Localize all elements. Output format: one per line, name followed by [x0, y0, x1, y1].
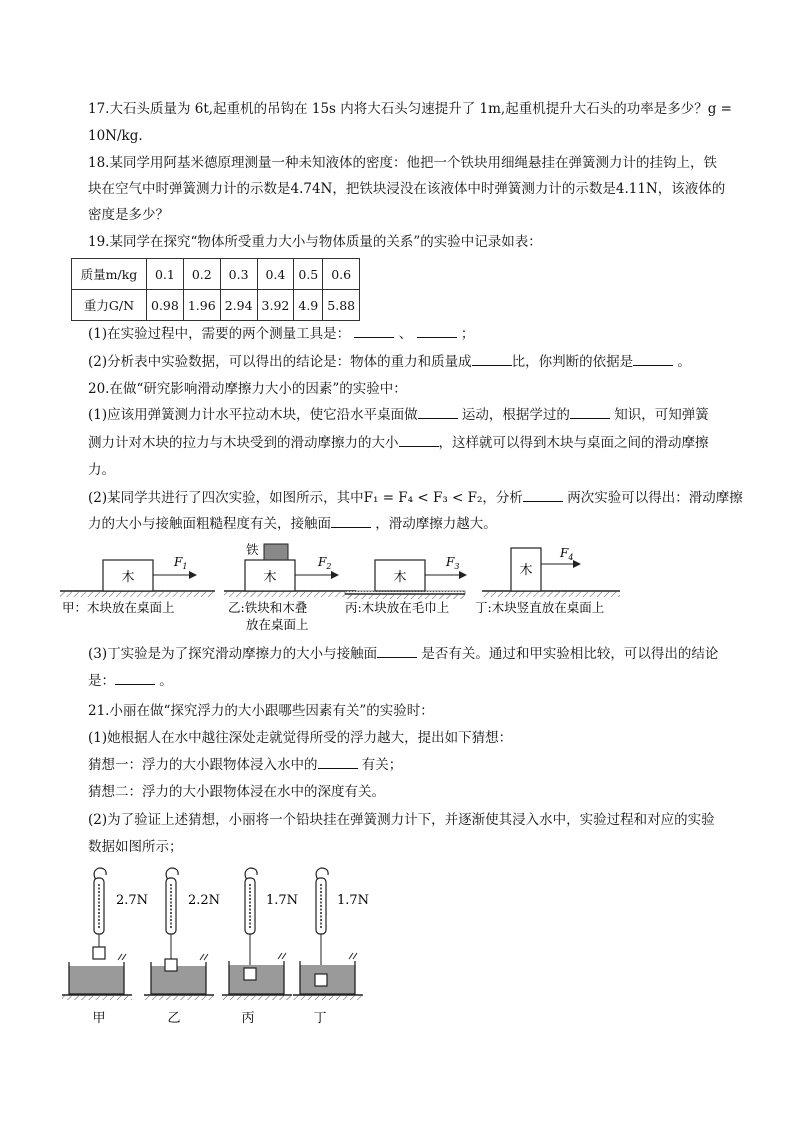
- q20-part-1-line-2: [88, 434, 709, 452]
- answer-blank[interactable]: [570, 406, 610, 419]
- q18-line-3: 密度是多少？: [88, 207, 169, 223]
- table-cell: 4.9: [294, 290, 323, 321]
- scale-reading: 1.7N: [337, 893, 370, 908]
- punctuation: 。: [677, 354, 691, 370]
- q20-p2-text: (2)某同学共进行了四次实验，如图所示，其中F₁ = F₄ < F₃ < F₂，分析: [88, 490, 523, 506]
- setup-ding: [475, 546, 620, 615]
- tabletop-hatch: [345, 594, 465, 599]
- table-cell: 0.3: [220, 259, 257, 290]
- punctuation: 。: [159, 673, 173, 689]
- q20-part-2-line-1: [88, 489, 743, 507]
- buoyancy-experiment-figure: [0, 862, 794, 1037]
- mass-weight-table: [71, 258, 360, 321]
- setup-jia: [60, 555, 215, 615]
- q21-guess-1-text-b: 有关；: [361, 757, 403, 773]
- separator: 、: [398, 326, 413, 342]
- q21-part-2-line-1: (2)为了验证上述猜想，小丽将一个铅块挂在弹簧测力计下，并逐渐使其浸入水中，实验过程和对应的实验: [88, 812, 715, 828]
- q19-stem: 19.某同学在探究“物体所受重力大小与物体质量的关系”的实验中记录如表：: [88, 234, 542, 250]
- q21-stem: 21.小丽在做“探究浮力的大小跟哪些因素有关”的实验时：: [88, 703, 434, 719]
- q20-p2-text-c: 力的大小与接触面粗糙程度有关，接触面: [88, 516, 331, 532]
- answer-blank[interactable]: [633, 353, 673, 366]
- q20-p3-text: (3)丁实验是为了探究滑动摩擦力的大小与接触面: [88, 646, 378, 662]
- caption-yi-2: 放在桌面上: [246, 617, 309, 632]
- table-cell: 0.5: [294, 259, 323, 290]
- caption-yi-1: 乙:铁块和木叠: [228, 600, 308, 615]
- force-label: [317, 555, 331, 571]
- q20-p3-text-c: 是：: [88, 673, 115, 689]
- force-label: [559, 546, 573, 562]
- q20-p1-text-d: 测力计对木块的拉力与木块受到的滑动摩擦力的大小: [88, 435, 399, 451]
- q20-part-2-line-2: [88, 515, 497, 533]
- water: [151, 966, 206, 994]
- lead-block: [315, 974, 327, 986]
- lead-block: [165, 959, 177, 971]
- punctuation: ；: [460, 326, 475, 342]
- table-row: [72, 290, 360, 321]
- block-label: 木: [121, 570, 135, 585]
- table-cell: 0.1: [147, 259, 184, 290]
- q21-part-2-line-2: 数据如图所示；: [88, 839, 183, 855]
- force-symbol: F: [560, 546, 569, 560]
- q20-p1-text: (1)应该用弹簧测力计水平拉动木块，使它沿水平桌面做: [88, 407, 418, 423]
- answer-blank[interactable]: [354, 325, 394, 338]
- q17-line-2: 10N/kg.: [88, 128, 143, 144]
- lead-block: [93, 947, 105, 959]
- setup-bing: [222, 868, 298, 1026]
- answer-blank[interactable]: [417, 325, 457, 338]
- table-cell: 2.94: [220, 290, 257, 321]
- table-cell: 0.4: [257, 259, 294, 290]
- tabletop-hatch: [293, 995, 363, 1000]
- q19-p1-text: (1)在实验过程中，需要的两个测量工具是：: [88, 326, 351, 342]
- iron-label: 铁: [246, 542, 259, 557]
- q19-part-2: [88, 353, 691, 371]
- table-cell: 3.92: [257, 290, 294, 321]
- block-label: 木: [519, 563, 533, 578]
- force-subscript: 1: [182, 562, 188, 571]
- force-symbol: F: [318, 555, 327, 569]
- table-cell: 5.88: [323, 290, 360, 321]
- scale-reading: 2.7N: [116, 893, 149, 908]
- caption-yi: 乙: [167, 1011, 181, 1026]
- setup-ding: [293, 868, 369, 1026]
- q21-part-1: (1)她根据人在水中越往深处走就觉得所受的浮力越大，提出如下猜想：: [88, 730, 513, 746]
- force-subscript: 3: [454, 562, 460, 571]
- q17-line-1: 17.大石头质量为 6t,起重机的吊钩在 15s 内将大石头匀速提升了 1m,起重机提升大石头的功率是多少？g =: [88, 101, 732, 117]
- tabletop-hatch: [222, 995, 292, 1000]
- q20-p2-text-b: 两次实验可以得出：滑动摩擦: [567, 490, 743, 506]
- q20-part-3-line-1: [88, 645, 718, 663]
- answer-blank[interactable]: [472, 353, 512, 366]
- row-header-weight: 重力G/N: [72, 290, 147, 321]
- force-subscript: 2: [326, 562, 332, 571]
- q19-p2-text: (2)分析表中实验数据，可以得出的结论是：物体的重力和质量成: [88, 354, 472, 370]
- caption-jia: 甲: [92, 1011, 106, 1026]
- force-label: [173, 555, 187, 571]
- q21-guess-1: [88, 756, 402, 774]
- answer-blank[interactable]: [331, 515, 371, 528]
- setup-bing: [345, 555, 466, 615]
- q21-guess-1-text: 猜想一：浮力的大小跟物体浸入水中的: [88, 757, 318, 773]
- q19-part-1: [88, 325, 474, 343]
- answer-blank[interactable]: [318, 756, 358, 769]
- force-symbol: F: [446, 555, 455, 569]
- tabletop-hatch: [62, 995, 132, 1000]
- answer-blank[interactable]: [523, 489, 563, 502]
- q20-p2-text-d: ，滑动摩擦力越大。: [375, 516, 497, 532]
- q20-p1-text-e: ，这样就可以得到木块与桌面之间的滑动摩擦: [438, 435, 709, 451]
- answer-blank[interactable]: [115, 672, 155, 685]
- caption-bing: 丙: [241, 1011, 255, 1026]
- force-symbol: F: [174, 555, 183, 569]
- force-subscript: 4: [568, 553, 574, 562]
- q21-guess-2: 猜想二：浮力的大小跟物体浸在水中的深度有关。: [88, 784, 385, 800]
- table-cell: 0.2: [183, 259, 220, 290]
- q20-p1-text-b: 运动，根据学过的: [461, 407, 570, 423]
- q20-p3-text-b: 是否有关。通过和甲实验相比较，可以得出的结论: [421, 646, 719, 662]
- caption-jia: 甲：木块放在桌面上: [62, 600, 175, 615]
- lead-block: [244, 968, 256, 980]
- tabletop-hatch: [144, 995, 214, 1000]
- answer-blank[interactable]: [418, 406, 458, 419]
- answer-blank[interactable]: [377, 645, 417, 658]
- q20-part-1-line-1: [88, 406, 709, 424]
- iron-block: [264, 544, 288, 560]
- setup-jia: [62, 868, 148, 1026]
- table-cell: 0.98: [147, 290, 184, 321]
- setup-yi: [144, 868, 220, 1026]
- q20-p1-text-c: 知识，可知弹簧: [614, 407, 709, 423]
- setup-yi: [224, 542, 356, 632]
- friction-experiment-figure: [0, 536, 794, 636]
- block-label: 木: [393, 570, 407, 585]
- tabletop-hatch: [60, 591, 215, 597]
- q18-line-2: 块在空气中时弹簧测力计的示数是4.74N，把铁块浸没在该液体中时弹簧测力计的示数是4.11N，该液体的: [88, 181, 726, 197]
- tabletop-hatch: [224, 591, 356, 597]
- table-cell: 0.6: [323, 259, 360, 290]
- q20-part-3-line-2: [88, 672, 173, 690]
- q18-line-1: 18.某同学用阿基米德原理测量一种未知液体的密度：他把一个铁块用细绳悬挂在弹簧测力计的挂钩上，铁: [88, 155, 717, 171]
- q19-p2-text-b: 比，你判断的依据是: [511, 354, 634, 370]
- water: [69, 966, 124, 994]
- tabletop-hatch: [482, 591, 620, 597]
- q20-stem: 20.在做“研究影响滑动摩擦力大小的因素”的实验中：: [88, 381, 407, 397]
- table-row: [72, 259, 360, 290]
- block-label: 木: [263, 570, 277, 585]
- q20-part-1-line-3: 力。: [88, 462, 115, 478]
- caption-ding: 丁:木块竖直放在桌面上: [475, 600, 605, 615]
- force-label: [445, 555, 459, 571]
- caption-ding: 丁: [313, 1011, 327, 1026]
- scale-reading: 1.7N: [266, 893, 299, 908]
- scale-reading: 2.2N: [188, 893, 221, 908]
- answer-blank[interactable]: [399, 434, 439, 447]
- row-header-mass: 质量m/kg: [72, 259, 147, 290]
- table-cell: 1.96: [183, 290, 220, 321]
- caption-bing: 丙:木块放在毛巾上: [345, 600, 450, 615]
